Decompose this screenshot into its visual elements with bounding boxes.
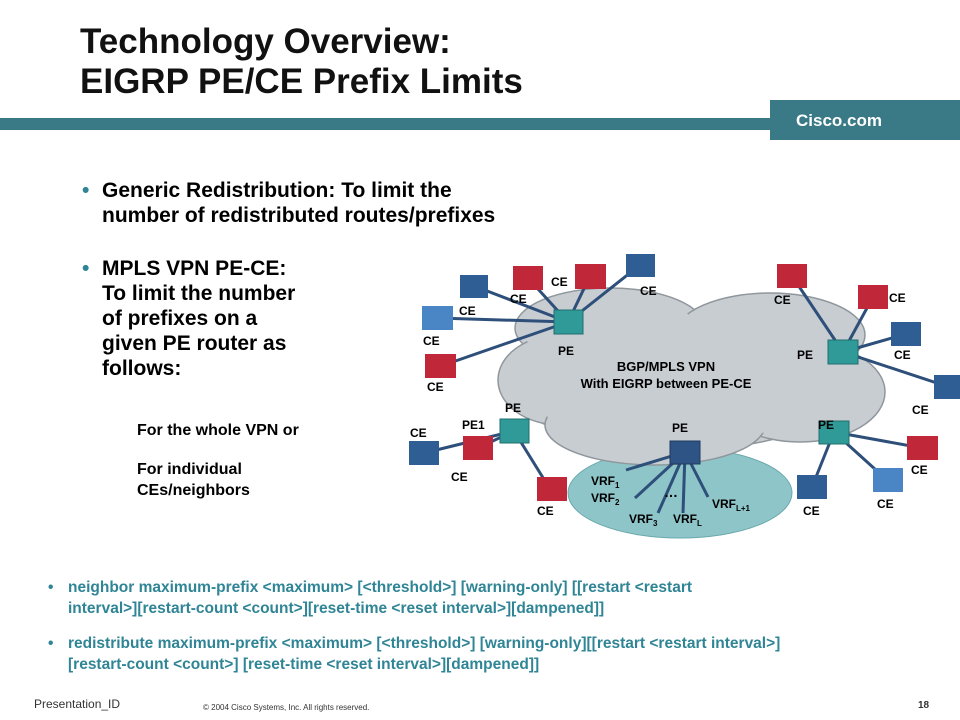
ce-router: [513, 266, 543, 290]
cmd2-line2: [restart-count <count>] [reset-time <reset interval>][dampened]]: [68, 656, 540, 673]
ce-label: CE: [894, 348, 911, 362]
ce-label: CE: [803, 504, 820, 518]
ce-label: CE: [877, 497, 894, 511]
title-line-2: EIGRP PE/CE Prefix Limits: [80, 62, 523, 101]
ce-router: [575, 264, 606, 289]
ce-label: CE: [423, 334, 440, 348]
pe-label: PE: [672, 421, 689, 435]
bullet-dot: •: [48, 635, 54, 652]
command-neighbor-maximum-prefix: [48, 577, 948, 619]
vrf1-label: $VRF_1$: [591, 474, 620, 490]
ce-router: [425, 354, 456, 378]
ce-label: CE: [774, 293, 791, 307]
vrf3-label: $VRF_3$: [629, 512, 658, 528]
pe-label: PE: [818, 418, 835, 432]
footer-copyright: © 2004 Cisco Systems, Inc. All rights reserved.: [203, 703, 370, 712]
ce-router: [422, 306, 453, 330]
ce-router: [409, 441, 439, 465]
title-line-1: Technology Overview:: [80, 22, 451, 61]
ce-label: CE: [551, 275, 568, 289]
ce-label: CE: [911, 463, 928, 477]
bullet-dot: •: [82, 257, 90, 280]
footer-presentation-id: Presentation_ID: [34, 697, 121, 711]
bullet1-line2: number of redistributed routes/prefixes: [102, 204, 496, 227]
bullet2-line2: To limit the number: [102, 282, 296, 305]
bullet2-line4: given PE router as: [102, 332, 287, 355]
cmd2-line1: redistribute maximum-prefix <maximum> [<threshold>] [warning-only][[restart <restart interval>]: [68, 635, 781, 652]
vrfl1-label: $VRF_{L+1}$: [712, 497, 751, 513]
cloud-label-line2: With EIGRP between PE-CE: [580, 376, 752, 391]
ce-router: [873, 468, 903, 492]
cisco-brand-text: Cisco.com: [796, 111, 882, 130]
bullet1-line1: Generic Redistribution: To limit the: [102, 179, 452, 202]
sub2-line1: For individual: [137, 461, 242, 478]
ce-label: CE: [459, 304, 476, 318]
page-number: 18: [918, 700, 930, 711]
pe-router-top-left: [554, 310, 583, 334]
bullet2-line5: follows:: [102, 357, 182, 380]
ce-label: CE: [410, 426, 427, 440]
sub2-line2: CEs/neighbors: [137, 482, 250, 499]
ce-router: [934, 375, 960, 399]
pe-label: PE: [558, 344, 575, 358]
pe1-label: PE1: [462, 418, 485, 432]
pe1-router: [500, 419, 529, 443]
pe-router-vrf: [670, 441, 700, 464]
command-redistribute-maximum-prefix: [48, 633, 948, 675]
ce-router: [858, 285, 888, 309]
ce-label: CE: [510, 292, 527, 306]
bullet2-line1: MPLS VPN PE-CE:: [102, 257, 287, 280]
ce-router: [891, 322, 921, 346]
ce-router: [777, 264, 807, 288]
vrf-ellipsis: …: [664, 484, 678, 500]
vrfl-label: $VRF_L$: [673, 512, 702, 528]
ce-label: CE: [912, 403, 929, 417]
bullet-dot: •: [48, 579, 54, 596]
ce-label: CE: [889, 291, 906, 305]
cmd1-line2: interval>][restart-count <count>][reset-time <reset interval>][dampened]]: [68, 600, 605, 617]
cmd1-line1: neighbor maximum-prefix <maximum> [<threshold>] [warning-only] [[restart <restart: [68, 579, 693, 596]
bullet2-line3: of prefixes on a: [102, 307, 258, 330]
ce-label: CE: [427, 380, 444, 394]
bullet-dot: •: [82, 179, 90, 202]
pe-router-top-right: [828, 340, 858, 364]
ce-label: CE: [451, 470, 468, 484]
pe-label: PE: [505, 401, 522, 415]
ce-router: [797, 475, 827, 499]
sub-bullet-whole-vpn: For the whole VPN or: [137, 422, 299, 439]
ce-router: [463, 436, 493, 460]
ce-label: CE: [640, 284, 657, 298]
cloud-label-line1: BGP/MPLS VPN: [616, 359, 716, 374]
ce-router: [460, 275, 488, 298]
pe-label: PE: [797, 348, 814, 362]
ce-router: [626, 254, 655, 277]
ce-label: CE: [537, 504, 554, 518]
vrf2-label: $VRF_2$: [591, 491, 620, 507]
ce-router: [907, 436, 938, 460]
ce-router: [537, 477, 567, 501]
